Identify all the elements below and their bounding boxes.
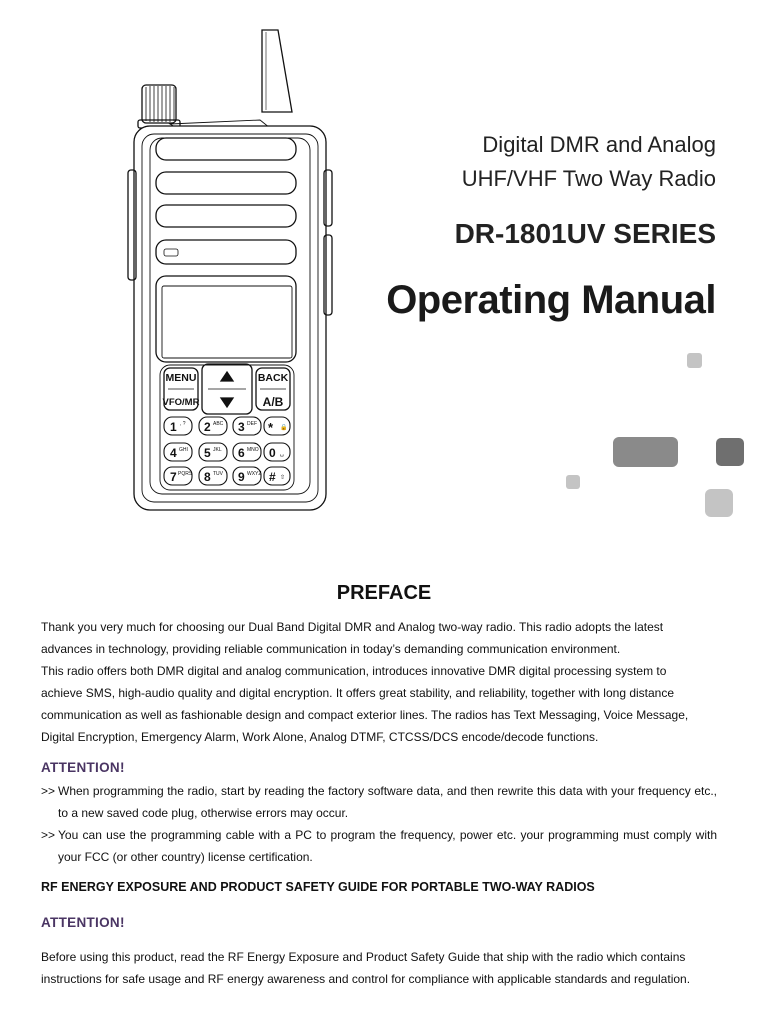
key-5-sub: JKL <box>213 447 222 453</box>
decorative-square <box>716 438 744 466</box>
radio-illustration <box>120 20 340 520</box>
rf-line: Before using this product, read the RF Energy Exposure and Product Safety Guide that ship with the radio which contains <box>41 950 686 964</box>
preface-line: communication as well as fashionable design and compact exterior lines. The radios has Text Messaging, Voice Message, <box>41 708 689 722</box>
key-1-sub: , ? <box>180 421 186 427</box>
rf-safety-text <box>41 946 717 990</box>
key-0: 0 <box>269 446 276 460</box>
cover-series: DR-1801UV SERIES <box>454 218 716 249</box>
preface-line: Digital Encryption, Emergency Alarm, Work Alone, Analog DTMF, CTCSS/DCS encode/decode functions. <box>41 730 599 744</box>
decorative-square <box>687 353 702 368</box>
key-4-sub: GHI <box>179 447 188 453</box>
key-0-sub: ␣ <box>280 451 284 457</box>
rf-line: instructions for safe usage and RF energy awareness and control for compliance with applicable standards and regulation. <box>41 972 691 986</box>
decorative-square <box>566 475 580 489</box>
cover-manual-title: Operating Manual <box>386 278 716 322</box>
ab-key-label: A/B <box>262 395 284 409</box>
bullet-marker: >> <box>41 784 56 798</box>
key-3-sub: DEF <box>247 421 257 427</box>
key-2-sub: ABC <box>213 421 224 427</box>
key-1: 1 <box>170 420 177 434</box>
key-6-sub: MNO <box>247 447 259 453</box>
back-key-label: BACK <box>257 372 289 384</box>
key-7-sub: PQRS <box>178 471 193 477</box>
key-8-sub: TUV <box>213 471 223 477</box>
menu-key-label: MENU <box>165 372 197 384</box>
key-6: 6 <box>238 446 245 460</box>
attention-item-text: You can use the programming cable with a PC to program the frequency, power etc. your programming must comply with your FCC (or other country) license certification. <box>58 828 717 864</box>
key-5: 5 <box>204 446 211 460</box>
key-8: 8 <box>204 470 211 484</box>
preface-line: Thank you very much for choosing our Dual Band Digital DMR and Analog two-way radio. This radio adopts the latest <box>41 620 664 634</box>
radio-body <box>134 126 326 510</box>
key-7: 7 <box>170 470 177 484</box>
preface-line: This radio offers both DMR digital and analog communication, introduces innovative DMR digital processing system to <box>41 664 667 678</box>
key-2: 2 <box>204 420 211 434</box>
antenna <box>262 30 292 112</box>
decorative-square <box>705 489 733 517</box>
preface-body <box>41 616 717 748</box>
volume-knob <box>142 85 176 123</box>
key-4: 4 <box>170 446 177 460</box>
cover-title-line1: Digital DMR and Analog <box>482 132 716 157</box>
key-3: 3 <box>238 420 245 434</box>
key-9-sub: WXYZ <box>247 471 262 477</box>
attention-item <box>41 824 717 868</box>
key-hash: # <box>269 470 276 484</box>
key-star: * <box>268 420 274 435</box>
decorative-square <box>613 437 678 467</box>
rf-safety-heading: RF ENERGY EXPOSURE AND PRODUCT SAFETY GUIDE FOR PORTABLE TWO-WAY RADIOS <box>41 880 595 894</box>
attention-item <box>41 780 717 824</box>
attention-list <box>41 780 717 868</box>
bullet-marker: >> <box>41 828 56 842</box>
key-star-sub: 🔒 <box>280 425 288 431</box>
preface-line: achieve SMS, high-audio quality and digital encryption. It offers great stability, and reliability, together with long distance <box>41 686 675 700</box>
rf-attention-label: ATTENTION! <box>41 915 125 930</box>
key-9: 9 <box>238 470 245 484</box>
cover-title-line2: UHF/VHF Two Way Radio <box>461 166 716 191</box>
preface-heading: PREFACE <box>336 582 432 604</box>
attention-item-text: When programming the radio, start by reading the factory software data, and then rewrite this data with your frequency etc., to a new saved code plug, otherwise errors may occur. <box>58 784 717 820</box>
vfo-mr-key-label: VFO/MR <box>162 397 200 408</box>
preface-line: advances in technology, providing reliable communication in today’s demanding communication environment. <box>41 642 621 656</box>
key-hash-sub: ⇧ <box>280 475 286 481</box>
attention-label: ATTENTION! <box>41 760 125 775</box>
